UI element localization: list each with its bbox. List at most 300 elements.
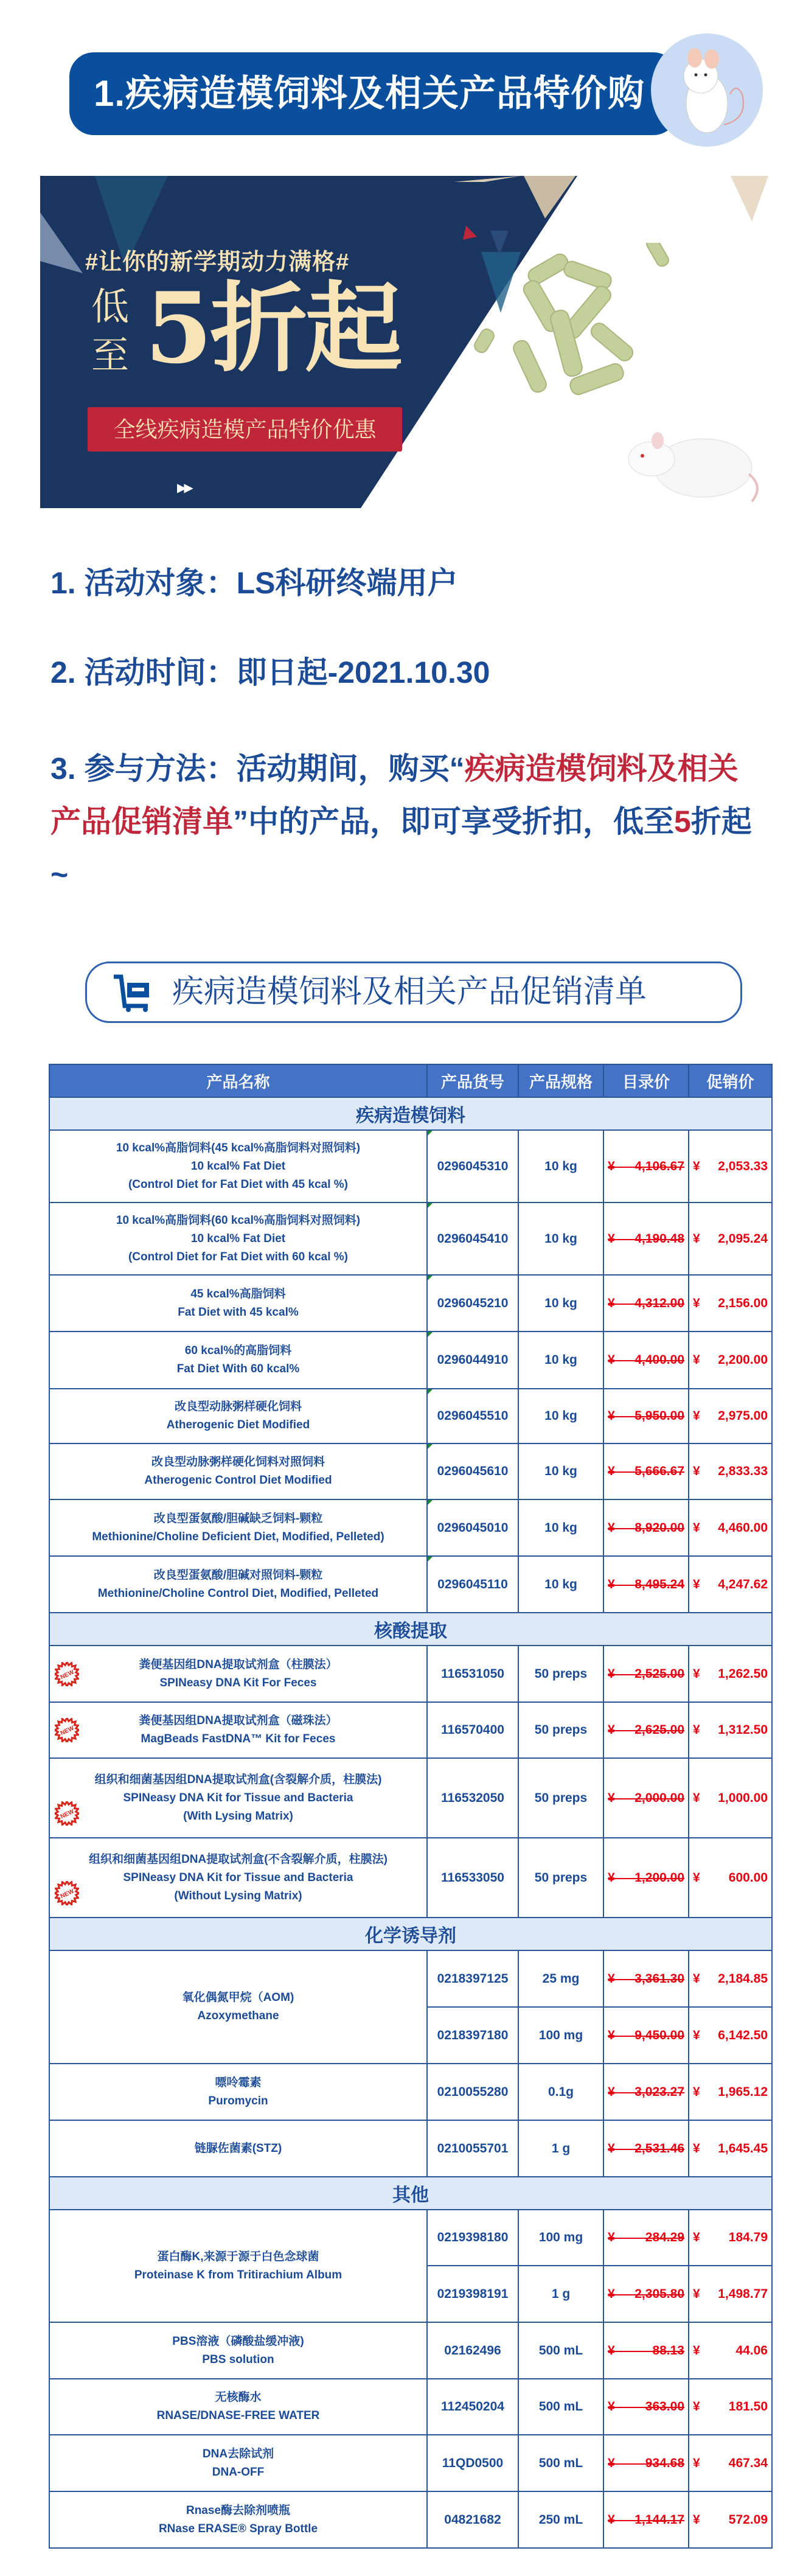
product-name-line: 链脲佐菌素(STZ) (194, 2141, 282, 2155)
promo-price-cell (689, 1702, 772, 1758)
list-price-value: 4,312.00 (634, 1296, 684, 1310)
currency-symbol: ¥ (693, 1971, 700, 1986)
catalog-number (427, 1556, 518, 1613)
promo-banner (40, 176, 768, 508)
currency-symbol: ¥ (608, 2343, 615, 2358)
table-header-row (49, 1064, 772, 1097)
product-name-line: DNA去除试剂 (202, 2447, 274, 2460)
product-spec: 10 kg (518, 1443, 603, 1499)
new-badge-icon (55, 1881, 79, 1905)
product-name-line: 10 kcal% Fat Diet (190, 1159, 286, 1173)
list-price (604, 1464, 688, 1479)
product-name (49, 2322, 427, 2379)
product-name-line: 粪便基因组DNA提取试剂盒（磁珠法） (139, 1714, 338, 1727)
currency-symbol: ¥ (693, 2230, 700, 2244)
currency-symbol: ¥ (608, 2141, 615, 2155)
info-activity-time: 2. 活动时间：即日起-2021.10.30 (50, 655, 490, 689)
promo-price (689, 2028, 771, 2043)
promo-price-value: 1,312.50 (718, 1723, 768, 1737)
product-name-line: 60 kcal%的高脂饲料 (184, 1344, 292, 1357)
currency-symbol: ¥ (608, 1159, 615, 1173)
info-text: ”中的产品，即可享受折扣，低至 (233, 805, 674, 839)
product-name (49, 2120, 427, 2177)
currency-symbol: ¥ (608, 1296, 615, 1310)
catalog-number (427, 1499, 518, 1556)
product-name-line: PBS溶液（磷酸盐缓冲液) (172, 2334, 304, 2348)
promo-price-value: 1,000.00 (718, 1790, 768, 1805)
table-row (49, 1202, 772, 1275)
currency-symbol: ¥ (693, 1723, 700, 1737)
promo-price-value: 1,965.12 (718, 2084, 768, 2099)
product-name (49, 1556, 427, 1613)
list-price-value: 3,023.27 (634, 2084, 684, 2099)
table-row (49, 1758, 772, 1838)
list-price-value: 2,305.80 (634, 2286, 684, 2301)
promo-price-cell (689, 1275, 772, 1332)
promo-price-cell (689, 2210, 772, 2266)
catalog-number: 0218397180 (427, 2007, 518, 2064)
list-price-cell (603, 1838, 689, 1918)
promo-price-cell (689, 1838, 772, 1918)
list-price-value: 8,920.00 (634, 1520, 684, 1535)
promo-price-value: 1,645.45 (718, 2141, 768, 2155)
catalog-number (427, 1202, 518, 1275)
currency-symbol: ¥ (693, 1666, 700, 1681)
catalog-number: 0218397125 (427, 1950, 518, 2007)
table-row (49, 1838, 772, 1918)
list-price-value: 5,950.00 (634, 1409, 684, 1423)
product-name (49, 2491, 427, 2548)
list-price-value: 9,450.00 (634, 2028, 684, 2042)
info-text: 折起~ (50, 805, 752, 892)
product-name-line: (With Lysing Matrix) (183, 1809, 293, 1823)
currency-symbol: ¥ (693, 1409, 700, 1423)
catalog-number (427, 1130, 518, 1202)
table-row (49, 2435, 772, 2491)
product-name-line: (Control Diet for Fat Diet with 45 kcal %) (128, 1178, 349, 1191)
table-row (49, 1130, 772, 1202)
product-name (49, 1499, 427, 1556)
catalog-number: 0219398191 (427, 2266, 518, 2322)
promo-price-cell (689, 2322, 772, 2379)
product-name (49, 1702, 427, 1758)
currency-symbol: ¥ (608, 2456, 615, 2470)
product-name-line: RNASE/DNASE-FREE WATER (156, 2409, 320, 2422)
list-price (604, 1723, 688, 1737)
product-name-line: Rnase酶去除剂喷瓶 (186, 2504, 291, 2517)
product-name (49, 2210, 427, 2322)
list-price (604, 1667, 688, 1681)
catalog-number: 04821682 (427, 2491, 518, 2548)
currency-symbol: ¥ (608, 1723, 615, 1737)
product-name (49, 1130, 427, 1202)
svg-text:NEW: NEW (59, 1808, 75, 1821)
product-name (49, 1838, 427, 1918)
list-price-cell (603, 2491, 689, 2548)
product-name-line: 粪便基因组DNA提取试剂盒（柱膜法） (139, 1658, 338, 1671)
product-name-line: Methionine/Choline Deficient Diet, Modified, Pelleted) (92, 1530, 384, 1543)
table-row (49, 1443, 772, 1499)
product-spec: 50 preps (518, 1646, 603, 1702)
promo-price-cell (689, 2120, 772, 2177)
list-price (604, 2344, 688, 2358)
list-price-cell (603, 1950, 689, 2007)
table-row (49, 1389, 772, 1443)
product-spec: 500 mL (518, 2322, 603, 2379)
currency-symbol: ¥ (608, 1971, 615, 1986)
section-row (49, 2177, 772, 2210)
promo-price-value: 181.50 (728, 2400, 768, 2414)
list-price-cell (603, 2064, 689, 2120)
table-row (49, 2379, 772, 2435)
product-name-line: DNA-OFF (212, 2465, 265, 2479)
comment-marker-icon (428, 1557, 433, 1562)
promo-price (689, 1296, 771, 1311)
product-spec: 10 kg (518, 1556, 603, 1613)
svg-text:NEW: NEW (59, 1668, 75, 1681)
banner-low-to: 低至 (91, 284, 130, 377)
currency-symbol: ¥ (693, 2343, 700, 2358)
info-target-users: 1. 活动对象：LS科研终端用户 (50, 566, 458, 600)
promo-price (689, 1791, 771, 1806)
catalog-number: 0219398180 (427, 2210, 518, 2266)
list-price (604, 1577, 688, 1592)
list-price (604, 1972, 688, 1986)
comment-marker-icon (428, 1276, 433, 1280)
list-price-cell (603, 2435, 689, 2491)
promo-price-value: 2,095.24 (718, 1231, 768, 1246)
product-name-line: Fat Diet With 60 kcal% (176, 1363, 300, 1375)
section-title-banner: 1.疾病造模饲料及相关产品特价购 (69, 52, 678, 135)
comment-marker-icon (428, 1203, 433, 1208)
product-name-line: 无核酶水 (215, 2391, 262, 2404)
catalog-number (427, 1443, 518, 1499)
list-price-value: 4,106.67 (634, 1159, 684, 1173)
catalog-text: 0296045410 (437, 1231, 509, 1246)
product-spec: 50 preps (518, 1838, 603, 1918)
section-title: 化学诱导剂 (49, 1918, 772, 1950)
promo-price-cell (689, 2435, 772, 2491)
currency-symbol: ¥ (608, 2400, 615, 2414)
currency-symbol: ¥ (693, 1159, 700, 1173)
product-name-line: 10 kcal%高脂饲料(45 kcal%高脂饲料对照饲料) (116, 1141, 361, 1154)
promo-price (689, 2513, 771, 2527)
list-price-value: 1,144.17 (634, 2512, 684, 2527)
product-name (49, 1646, 427, 1702)
product-name (49, 2435, 427, 2491)
promo-price-value: 1,262.50 (718, 1666, 768, 1681)
comment-marker-icon (428, 1332, 433, 1337)
list-price-value: 2,531.46 (634, 2141, 684, 2155)
currency-symbol: ¥ (693, 2400, 700, 2414)
list-price-cell (603, 1499, 689, 1556)
product-name-line: Fat Diet with 45 kcal% (178, 1305, 299, 1319)
table-row (49, 1499, 772, 1556)
product-name-line: 45 kcal%高脂饲料 (190, 1287, 286, 1300)
new-badge-icon (55, 1662, 79, 1686)
promo-price-value: 2,200.00 (718, 1353, 768, 1367)
promo-price-value: 2,184.85 (718, 1971, 768, 1986)
promo-price-cell (689, 1556, 772, 1613)
catalog-number: 0210055701 (427, 2120, 518, 2177)
product-spec: 10 kg (518, 1332, 603, 1389)
list-price (604, 2456, 688, 2471)
list-price-cell (603, 1202, 689, 1275)
promo-price-value: 6,142.50 (718, 2028, 768, 2042)
product-spec: 500 mL (518, 2379, 603, 2435)
promo-price (689, 2230, 771, 2245)
col-header-catalog: 产品货号 (427, 1064, 518, 1097)
list-price-value: 3,361.30 (634, 1971, 684, 1986)
svg-text:NEW: NEW (59, 1725, 75, 1737)
list-price (604, 2513, 688, 2527)
list-price-value: 934.68 (645, 2456, 684, 2470)
product-spec: 250 mL (518, 2491, 603, 2548)
catalog-text: 0296045310 (437, 1159, 509, 1173)
currency-symbol: ¥ (693, 1353, 700, 1367)
banner-hashtag: #让你的新学期动力满格# (85, 250, 350, 275)
promo-price-cell (689, 1950, 772, 2007)
currency-symbol: ¥ (693, 2028, 700, 2042)
promo-price (689, 1871, 771, 1885)
list-price (604, 2230, 688, 2245)
col-header-list-price: 目录价 (603, 1064, 689, 1097)
currency-symbol: ¥ (693, 1464, 700, 1478)
list-price-cell (603, 1556, 689, 1613)
section-title: 疾病造模饲料 (49, 1097, 772, 1130)
discount-number: 5 (674, 805, 691, 839)
section-title: 核酸提取 (49, 1613, 772, 1646)
promo-price-value: 4,460.00 (718, 1520, 768, 1535)
promo-price (689, 1159, 771, 1174)
list-price-value: 284.29 (645, 2230, 684, 2244)
product-name (49, 1443, 427, 1499)
catalog-text: 0296045210 (437, 1296, 509, 1310)
table-row (49, 1702, 772, 1758)
promo-price-cell (689, 1389, 772, 1443)
product-name-line: 10 kcal%高脂饲料(60 kcal%高脂饲料对照饲料) (116, 1213, 361, 1227)
catalog-number: 112450204 (427, 2379, 518, 2435)
product-spec: 50 preps (518, 1702, 603, 1758)
promo-price-value: 2,053.33 (718, 1159, 768, 1173)
info-participation-method (50, 742, 756, 901)
catalog-number: 116533050 (427, 1838, 518, 1918)
product-name (49, 2064, 427, 2120)
catalog-text: 0296045010 (437, 1520, 509, 1535)
product-name-line: 改良型动脉粥样硬化饲料对照饲料 (151, 1456, 325, 1468)
promo-price (689, 1972, 771, 1986)
list-price-value: 1,200.00 (634, 1870, 684, 1885)
list-price (604, 1296, 688, 1311)
product-spec: 10 kg (518, 1499, 603, 1556)
currency-symbol: ¥ (693, 1577, 700, 1591)
col-header-name: 产品名称 (49, 1064, 427, 1097)
currency-symbol: ¥ (693, 1231, 700, 1246)
list-price-cell (603, 2322, 689, 2379)
currency-symbol: ¥ (608, 1790, 615, 1805)
product-name-line: 改良型动脉粥样硬化饲料 (174, 1400, 302, 1413)
product-name (49, 1332, 427, 1389)
product-name-line: Puromycin (208, 2094, 268, 2107)
section-row (49, 1097, 772, 1130)
promo-price-value: 572.09 (728, 2512, 768, 2527)
product-name-line: Atherogenic Control Diet Modified (144, 1474, 332, 1487)
product-name-line: SPINeasy DNA Kit For Feces (159, 1676, 317, 1689)
comment-marker-icon (428, 1131, 433, 1136)
product-name-line: Atherogenic Diet Modified (166, 1419, 310, 1431)
list-price-value: 8,495.24 (634, 1577, 684, 1591)
list-price-cell (603, 2120, 689, 2177)
catalog-number: 116570400 (427, 1702, 518, 1758)
promo-price-cell (689, 2007, 772, 2064)
list-price-cell (603, 1702, 689, 1758)
product-name-line: RNase ERASE® Spray Bottle (158, 2522, 318, 2535)
promo-price-value: 467.34 (728, 2456, 768, 2470)
section-row (49, 1918, 772, 1950)
product-name-line: 改良型蛋氨酸/胆碱缺乏饲料-颗粒 (153, 1512, 323, 1525)
comment-marker-icon (428, 1389, 433, 1394)
promo-price-cell (689, 1499, 772, 1556)
list-price (604, 1232, 688, 1246)
table-row (49, 2120, 772, 2177)
product-spec: 10 kg (518, 1202, 603, 1275)
promo-price (689, 2400, 771, 2414)
product-name (49, 1389, 427, 1443)
catalog-number (427, 1389, 518, 1443)
list-price-value: 4,400.00 (634, 1353, 684, 1367)
product-name-line: 组织和细菌基因组DNA提取试剂盒(含裂解介质，柱膜法) (94, 1773, 382, 1786)
product-name (49, 1758, 427, 1838)
currency-symbol: ¥ (693, 1520, 700, 1535)
promo-price (689, 1353, 771, 1367)
promo-price-value: 4,247.62 (718, 1577, 768, 1591)
promo-price-cell (689, 2491, 772, 2548)
list-price-cell (603, 2210, 689, 2266)
product-name-line: (Without Lysing Matrix) (174, 1889, 302, 1902)
list-price-cell (603, 1332, 689, 1389)
list-price (604, 2141, 688, 2156)
list-price-cell (603, 2379, 689, 2435)
catalog-text: 0296045110 (437, 1577, 508, 1591)
product-spec: 10 kg (518, 1130, 603, 1202)
currency-symbol: ¥ (693, 2456, 700, 2470)
list-price (604, 1159, 688, 1174)
list-price (604, 1409, 688, 1423)
promo-price (689, 1521, 771, 1535)
currency-symbol: ¥ (693, 2512, 700, 2527)
table-row (49, 2491, 772, 2548)
catalog-number (427, 1332, 518, 1389)
list-price-cell (603, 2266, 689, 2322)
currency-symbol: ¥ (608, 2286, 615, 2301)
promo-price (689, 1464, 771, 1479)
product-spec: 0.1g (518, 2064, 603, 2120)
catalog-number: 0210055280 (427, 2064, 518, 2120)
product-name (49, 1275, 427, 1332)
list-price (604, 2028, 688, 2043)
currency-symbol: ¥ (608, 1666, 615, 1681)
table-row (49, 1646, 772, 1702)
catalog-number: 116532050 (427, 1758, 518, 1838)
product-name-line: 改良型蛋氨酸/胆碱对照饲料-颗粒 (153, 1568, 323, 1582)
currency-symbol: ¥ (608, 1520, 615, 1535)
promo-price (689, 1667, 771, 1681)
table-row (49, 1950, 772, 2007)
promo-price (689, 1723, 771, 1737)
promo-price-value: 44.06 (735, 2343, 768, 2358)
currency-symbol: ¥ (608, 1577, 615, 1591)
currency-symbol: ¥ (608, 1464, 615, 1478)
promo-price-cell (689, 2379, 772, 2435)
promo-product-table (49, 1064, 773, 2549)
catalog-text: 0296044910 (437, 1353, 509, 1367)
promo-list-link: 疾病造模饲料及相关产品促销清单 (50, 752, 739, 839)
product-name-line: 蛋白酶K,来源于源于白色念球菌 (157, 2250, 319, 2263)
product-name (49, 1202, 427, 1275)
promo-price (689, 2085, 771, 2100)
promo-price (689, 2344, 771, 2358)
promo-price (689, 1409, 771, 1423)
product-spec: 500 mL (518, 2435, 603, 2491)
currency-symbol: ¥ (693, 2141, 700, 2155)
product-name-line: (Control Diet for Fat Diet with 60 kcal %) (128, 1250, 349, 1263)
mouse-mascot-icon (651, 33, 763, 147)
product-name-line: SPINeasy DNA Kit for Tissue and Bacteria (123, 1871, 353, 1884)
white-rat-image (624, 425, 764, 504)
feed-pellets-image (460, 243, 715, 425)
currency-symbol: ¥ (693, 2286, 700, 2301)
product-name-line: 10 kcal% Fat Diet (190, 1232, 286, 1245)
list-price-cell (603, 1389, 689, 1443)
list-price (604, 1791, 688, 1806)
banner-discount: 5折起 (145, 271, 400, 385)
product-spec: 1 g (518, 2266, 603, 2322)
table-row (49, 1556, 772, 1613)
new-badge-icon (55, 1801, 79, 1826)
list-price-cell (603, 1275, 689, 1332)
play-icon: ▶▶ (177, 481, 191, 495)
promo-price-cell (689, 1332, 772, 1389)
promo-list-title-text: 疾病造模饲料及相关产品促销清单 (172, 974, 647, 1010)
list-price (604, 2287, 688, 2302)
currency-symbol: ¥ (608, 1870, 615, 1885)
catalog-number: 116531050 (427, 1646, 518, 1702)
promo-price-value: 2,156.00 (718, 1296, 768, 1310)
product-name-line: Methionine/Choline Control Diet, Modified, Pelleted (97, 1586, 379, 1600)
list-price (604, 2400, 688, 2414)
list-price-value: 5,666.67 (634, 1464, 684, 1478)
currency-symbol: ¥ (693, 1790, 700, 1805)
list-price-value: 2,000.00 (634, 1790, 684, 1805)
table-row (49, 2322, 772, 2379)
currency-symbol: ¥ (693, 1296, 700, 1310)
promo-price-cell (689, 2266, 772, 2322)
currency-symbol: ¥ (693, 2084, 700, 2099)
promo-price-value: 2,833.33 (718, 1464, 768, 1478)
shopping-cart-icon (111, 974, 154, 1012)
col-header-promo-price: 促销价 (689, 1064, 772, 1097)
product-name-line: SPINeasy DNA Kit for Tissue and Bacteria (123, 1791, 353, 1804)
list-price-cell (603, 1130, 689, 1202)
promo-price-value: 1,498.77 (718, 2286, 768, 2301)
section-row (49, 1613, 772, 1646)
promo-price-cell (689, 2064, 772, 2120)
promo-price-value: 2,975.00 (718, 1409, 768, 1423)
promo-price (689, 1232, 771, 1246)
new-badge-icon (55, 1718, 79, 1742)
banner-subtitle: 全线疾病造模产品特价优惠 (88, 407, 402, 452)
currency-symbol: ¥ (693, 1870, 700, 1885)
